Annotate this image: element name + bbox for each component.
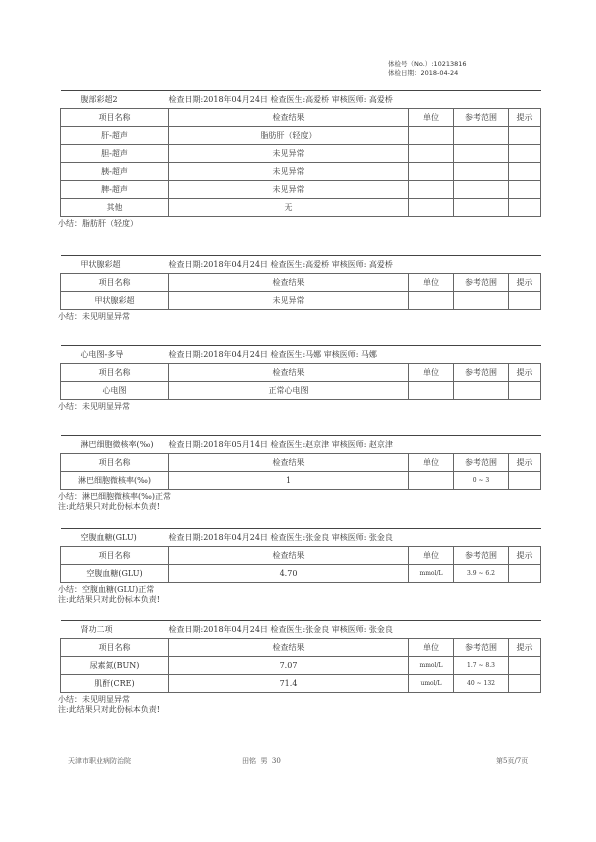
col-unit: 单位 <box>409 547 454 565</box>
col-name: 项目名称 <box>61 364 169 382</box>
item-name: 空腹血糖(GLU) <box>61 565 169 583</box>
col-unit: 单位 <box>409 274 454 292</box>
section-summary: 小结：淋巴细胞微核率(‰)正常 <box>58 492 171 501</box>
package-name: 心电图-多导 <box>80 350 124 359</box>
col-range: 参考范围 <box>454 109 509 127</box>
item-hint <box>509 181 541 199</box>
col-range: 参考范围 <box>454 639 509 657</box>
section-summary: 小结：空腹血糖(GLU)正常 <box>58 585 155 594</box>
item-name: 肝-超声 <box>61 127 169 145</box>
specimen-disclaimer: 注:此结果只对此份标本负责! <box>58 502 160 511</box>
item-range <box>454 127 509 145</box>
item-hint <box>509 145 541 163</box>
col-result: 检查结果 <box>169 364 409 382</box>
report-number: 体检号（No.）:10213816 <box>388 60 467 68</box>
table-row <box>61 292 541 310</box>
exam-meta: 检查日期:2018年04月24日 检查医生:高爱桥 审核医师: 高爱桥 <box>168 95 393 104</box>
table-row <box>61 145 541 163</box>
column-header-row <box>61 274 541 292</box>
section-title-row <box>61 621 541 639</box>
section-title-row <box>61 346 541 364</box>
package-name: 腹部彩超2 <box>80 95 118 104</box>
item-name: 甲状腺彩超 <box>61 292 169 310</box>
col-hint: 提示 <box>509 639 541 657</box>
item-hint <box>509 382 541 400</box>
item-hint <box>509 163 541 181</box>
table-row <box>61 382 541 400</box>
table-row <box>61 657 541 675</box>
item-result: 未见异常 <box>169 181 409 199</box>
item-name: 其他 <box>61 199 169 217</box>
footer-hospital: 天津市职业病防治院 <box>68 757 131 765</box>
section-fasting-glucose <box>60 528 540 605</box>
item-range <box>454 181 509 199</box>
col-hint: 提示 <box>509 274 541 292</box>
item-name: 胰-超声 <box>61 163 169 181</box>
col-unit: 单位 <box>409 454 454 472</box>
section-title-row <box>61 256 541 274</box>
col-range: 参考范围 <box>454 364 509 382</box>
item-hint <box>509 127 541 145</box>
item-unit <box>409 145 454 163</box>
item-result: 1 <box>169 472 409 490</box>
exam-meta: 检查日期:2018年04月24日 检查医生:马娜 审核医师: 马娜 <box>168 350 377 359</box>
package-name: 肾功二项 <box>80 625 113 634</box>
col-name: 项目名称 <box>61 639 169 657</box>
item-unit: mmol/L <box>409 565 454 583</box>
section-title-row <box>61 529 541 547</box>
col-result: 检查结果 <box>169 639 409 657</box>
item-hint <box>509 565 541 583</box>
item-range: 1.7 ~ 8.3 <box>454 657 509 675</box>
package-name: 空腹血糖(GLU) <box>80 533 137 542</box>
exam-meta: 检查日期:2018年04月24日 检查医生:高爱桥 审核医师: 高爱桥 <box>168 260 393 269</box>
result-table <box>60 255 541 310</box>
item-unit <box>409 382 454 400</box>
report-header <box>388 60 467 78</box>
column-header-row <box>61 454 541 472</box>
package-name: 淋巴细胞微核率(‰) <box>80 440 154 449</box>
col-name: 项目名称 <box>61 274 169 292</box>
item-unit <box>409 163 454 181</box>
item-unit <box>409 472 454 490</box>
col-result: 检查结果 <box>169 274 409 292</box>
item-hint <box>509 675 541 693</box>
item-result: 7.07 <box>169 657 409 675</box>
col-name: 项目名称 <box>61 109 169 127</box>
col-result: 检查结果 <box>169 547 409 565</box>
item-name: 肌酐(CRE) <box>61 675 169 693</box>
column-header-row <box>61 109 541 127</box>
col-hint: 提示 <box>509 364 541 382</box>
item-unit <box>409 292 454 310</box>
result-table <box>60 528 541 583</box>
col-hint: 提示 <box>509 109 541 127</box>
item-range <box>454 382 509 400</box>
section-micronucleus <box>60 435 540 512</box>
section-title-row <box>61 436 541 454</box>
item-unit <box>409 199 454 217</box>
specimen-disclaimer: 注:此结果只对此份标本负责! <box>58 705 160 714</box>
column-header-row <box>61 547 541 565</box>
item-unit: mmol/L <box>409 657 454 675</box>
col-range: 参考范围 <box>454 547 509 565</box>
item-name: 心电图 <box>61 382 169 400</box>
table-row <box>61 675 541 693</box>
item-unit: umol/L <box>409 675 454 693</box>
item-name: 淋巴细胞微核率(‰) <box>61 472 169 490</box>
item-name: 胆-超声 <box>61 145 169 163</box>
item-hint <box>509 472 541 490</box>
item-hint <box>509 199 541 217</box>
item-hint <box>509 657 541 675</box>
col-unit: 单位 <box>409 109 454 127</box>
table-row <box>61 199 541 217</box>
item-result: 未见异常 <box>169 292 409 310</box>
item-name: 脾-超声 <box>61 181 169 199</box>
result-table <box>60 435 541 490</box>
table-row <box>61 163 541 181</box>
section-summary: 小结：脂肪肝（轻度） <box>58 219 138 228</box>
item-name: 尿素氮(BUN) <box>61 657 169 675</box>
section-summary: 小结：未见明显异常 <box>58 695 130 704</box>
footer-patient: 田铭 男 30 <box>242 757 281 765</box>
report-date: 体检日期：2018-04-24 <box>388 69 459 77</box>
section-title-row <box>61 91 541 109</box>
column-header-row <box>61 639 541 657</box>
item-result: 脂肪肝（轻度） <box>169 127 409 145</box>
exam-meta: 检查日期:2018年05月14日 检查医生:赵京津 审核医师: 赵京津 <box>168 440 393 449</box>
table-row <box>61 127 541 145</box>
result-table <box>60 345 541 400</box>
col-result: 检查结果 <box>169 109 409 127</box>
table-row <box>61 565 541 583</box>
col-unit: 单位 <box>409 639 454 657</box>
item-range <box>454 145 509 163</box>
col-range: 参考范围 <box>454 274 509 292</box>
specimen-disclaimer: 注:此结果只对此份标本负责! <box>58 595 160 604</box>
package-name: 甲状腺彩超 <box>80 260 121 269</box>
item-result: 正常心电图 <box>169 382 409 400</box>
section-summary: 小结：未见明显异常 <box>58 402 130 411</box>
item-result: 4.70 <box>169 565 409 583</box>
section-thyroid-ultrasound <box>60 255 540 322</box>
item-result: 71.4 <box>169 675 409 693</box>
col-name: 项目名称 <box>61 547 169 565</box>
exam-meta: 检查日期:2018年04月24日 检查医生:张金良 审核医师: 张金良 <box>168 533 393 542</box>
section-summary: 小结：未见明显异常 <box>58 312 130 321</box>
item-range: 40 ~ 132 <box>454 675 509 693</box>
item-result: 无 <box>169 199 409 217</box>
section-abdominal-ultrasound <box>60 90 540 229</box>
col-result: 检查结果 <box>169 454 409 472</box>
col-range: 参考范围 <box>454 454 509 472</box>
col-hint: 提示 <box>509 454 541 472</box>
result-table <box>60 90 541 217</box>
item-result: 未见异常 <box>169 145 409 163</box>
item-result: 未见异常 <box>169 163 409 181</box>
column-header-row <box>61 364 541 382</box>
table-row <box>61 181 541 199</box>
item-range <box>454 163 509 181</box>
item-unit <box>409 127 454 145</box>
section-ecg <box>60 345 540 412</box>
section-renal-function <box>60 620 540 715</box>
item-range: 0 ~ 3 <box>454 472 509 490</box>
footer-page-number: 第5页/7页 <box>496 757 529 765</box>
col-name: 项目名称 <box>61 454 169 472</box>
item-hint <box>509 292 541 310</box>
item-unit <box>409 181 454 199</box>
col-hint: 提示 <box>509 547 541 565</box>
table-row <box>61 472 541 490</box>
col-unit: 单位 <box>409 364 454 382</box>
item-range <box>454 292 509 310</box>
item-range <box>454 199 509 217</box>
exam-meta: 检查日期:2018年04月24日 检查医生:张金良 审核医师: 张金良 <box>168 625 393 634</box>
result-table <box>60 620 541 693</box>
item-range: 3.9 ~ 6.2 <box>454 565 509 583</box>
